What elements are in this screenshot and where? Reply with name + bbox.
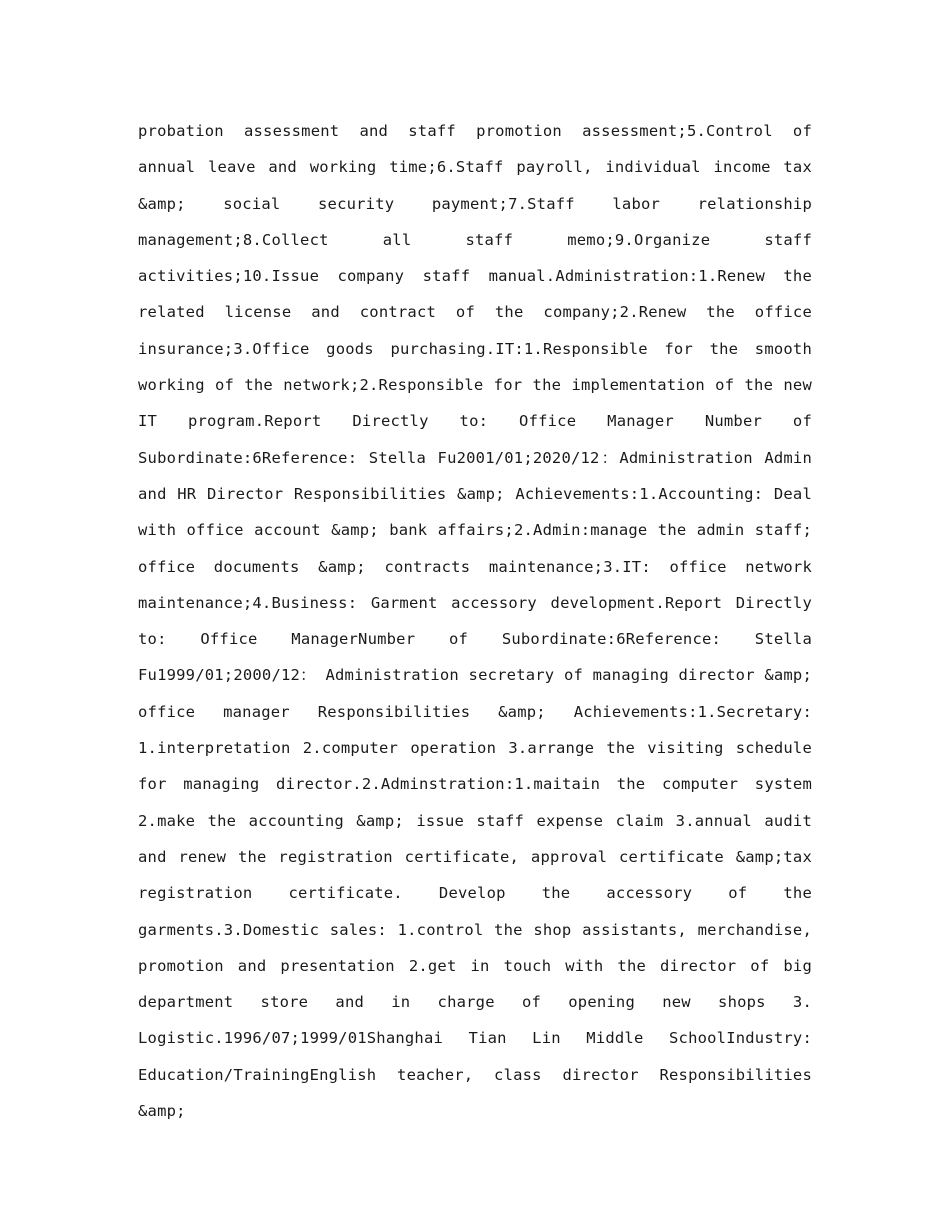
body-paragraph: probation assessment and staff promotion assessment;5.Control of annual leave and working time;6.Staff payroll, individual income tax &amp; social security payment;7.Staff labor relationship management;8.Collect all staff memo;9.Organize staff activities;10.Issue company staff manual.Administration:1.Renew the related license and contract of the company;2.Renew the office insurance;3.Office goods purchasing.IT:1.Responsible for the smooth working of the network;2.Responsible for the implementation of the new IT program.Report Directly to: Office Manager Number of Subordinate:6Reference: Stella Fu2001/01;2020/12：Administration Admin and HR Director Responsibilities &amp; Achievements:1.Accounting: Deal with office account &amp; bank affairs;2.Admin:manage the admin staff; office documents &amp; contracts maintenance;3.IT: office network maintenance;4.Business: Garment accessory development.Report Directly to: Office ManagerNumber of Subordinate:6Reference: Stella Fu1999/01;2000/12： Administration secretary of managing director &amp; office manager Responsibilities &amp; Achievements:1.Secretary: 1.interpretation 2.computer operation 3.arrange the visiting schedule for managing director.2.Adminstration:1.maitain the computer system 2.make the accounting &amp; issue staff expense claim 3.annual audit and renew the registration certificate, approval certificate &amp;tax registration certificate. Develop the accessory of the garments.3.Domestic sales: 1.control the shop assistants, merchandise, promotion and presentation 2.get in touch with the director of big department store and in charge of opening new shops 3. Logistic.1996/07;1999/01Shanghai Tian Lin Middle SchoolIndustry: Education/TrainingEnglish teacher, class director Responsibilities &amp;: [138, 122, 812, 1121]
